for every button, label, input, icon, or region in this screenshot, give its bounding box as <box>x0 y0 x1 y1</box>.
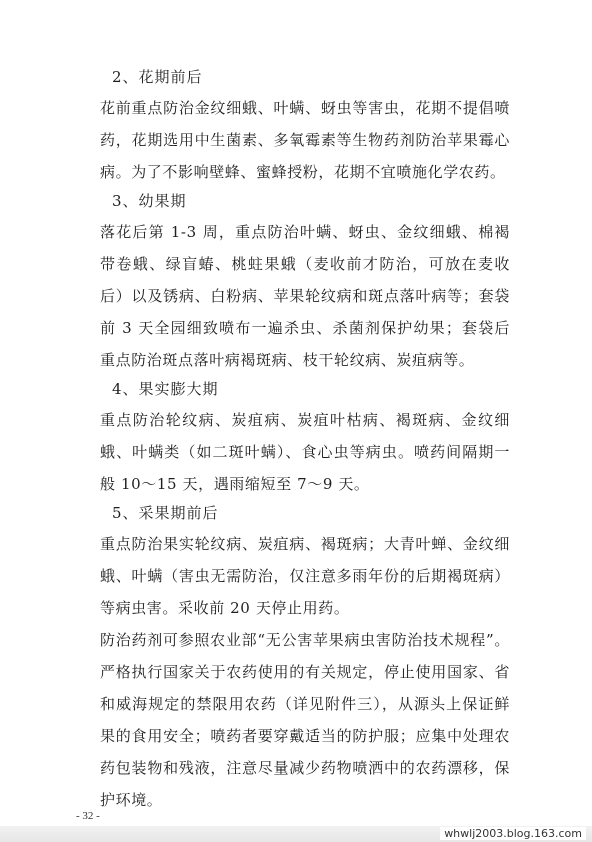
paragraph-harvest: 重点防治果实轮纹病、炭疽病、褐斑病；大青叶蝉、金纹细蛾、叶螨（害虫无需防治，仅注意多雨年份的后期褐斑病）等病虫害。采收前 20 天停止用药。 <box>100 535 510 617</box>
page-number: - 32 - <box>76 810 100 822</box>
section-heading-flowering: 2、花期前后 <box>112 68 203 86</box>
paragraph-fruit-expansion: 重点防治轮纹病、炭疽病、炭疽叶枯病、褐斑病、金纹细蛾、叶螨类（如二斑叶螨）、食心虫等病虫。喷药间隔期一般 10～15 天，遇雨缩短至 7～9 天。 <box>100 411 510 493</box>
paragraph-flowering: 花前重点防治金纹细蛾、叶螨、蚜虫等害虫，花期不提倡喷药，花期选用中生菌素、多氧霉素等生物药剂防治苹果霉心病。为了不影响壁蜂、蜜蜂授粉，花期不宜喷施化学农药。 <box>100 99 510 181</box>
paragraph-young-fruit: 落花后第 1-3 周，重点防治叶螨、蚜虫、金纹细蛾、棉褐带卷蛾、绿盲蝽、桃蛀果蛾（麦收前才防治，可放在麦收后）以及锈病、白粉病、苹果轮纹病和斑点落叶病等；套袋前 3 天全园细致喷布一遍杀虫、杀菌剂保护幼果；套袋后重点防治斑点落叶病褐斑病、枝干轮纹病、炭疽病等。 <box>100 223 510 369</box>
paragraph-closing: 防治药剂可参照农业部“无公害苹果病虫害防治技术规程”。严格执行国家关于农药使用的有关规定，停止使用国家、省和威海规定的禁限用农药（详见附件三），从源头上保证鲜果的食用安全；喷药者要穿戴适当的防护服；应集中处理农药包装物和残液，注意尽量减少药物喷洒中的农药漂移，保护环境。 <box>100 631 510 809</box>
section-heading-harvest: 5、采果期前后 <box>112 504 219 522</box>
watermark-text: whwlj2003.blog.163.com <box>440 827 586 840</box>
section-heading-young-fruit: 3、幼果期 <box>112 192 187 210</box>
section-heading-fruit-expansion: 4、果实膨大期 <box>112 380 219 398</box>
